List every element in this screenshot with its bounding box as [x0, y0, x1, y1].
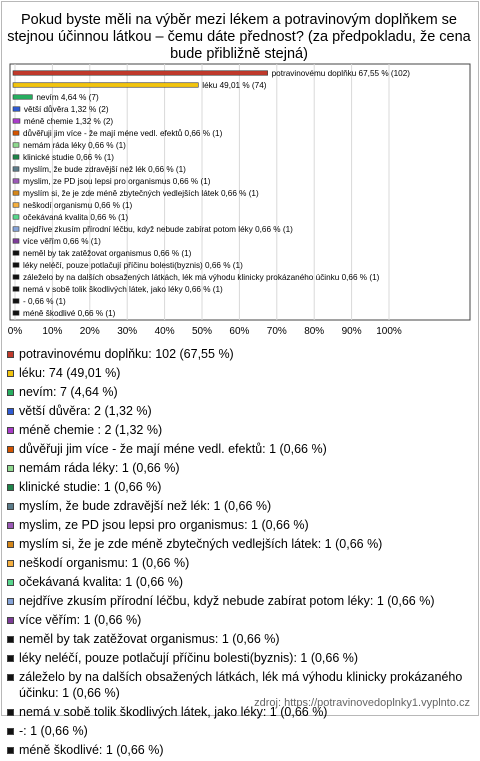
bar [13, 191, 19, 196]
legend-label: méně chemie : 2 (1,32 %) [19, 423, 163, 437]
bar-label: potravinovému doplňku 67,55 % (102) [271, 69, 411, 78]
legend-swatch [7, 541, 14, 548]
legend-item [7, 460, 473, 476]
legend-swatch [7, 408, 14, 415]
bar-label: neměl by tak zatěžovat organismus 0,66 % (1) [23, 249, 192, 258]
bar-label: léky neléčí, pouze potlačují příčinu bolesti(byznis) 0,66 % (1) [23, 261, 243, 270]
legend-item [7, 403, 473, 419]
legend-swatch [7, 709, 14, 716]
bar-label: neškodí organismu 0,66 % (1) [23, 201, 133, 210]
bar-label: klinické studie 0,66 % (1) [23, 153, 115, 162]
legend-swatch [7, 389, 14, 396]
bar [13, 107, 20, 112]
bar-label: méně chemie 1,32 % (2) [23, 117, 114, 126]
x-tick-label: 20% [79, 326, 100, 337]
legend-swatch [7, 370, 14, 377]
legend-item [7, 441, 473, 457]
bar [13, 299, 19, 304]
bar [13, 311, 19, 316]
legend-swatch [7, 522, 14, 529]
legend-item [7, 612, 473, 628]
x-tick-label: 60% [229, 326, 250, 337]
bar-label: nevím 4,64 % (7) [36, 93, 99, 102]
bar-label: nemám ráda léky 0,66 % (1) [23, 141, 126, 150]
bar-label: myslím, že bude zdravější než lék 0,66 % (1) [23, 165, 186, 174]
x-tick-label: 40% [154, 326, 175, 337]
legend-label: záleželo by na dalších obsažených látkách, lék má výhodu klinicky prokázaného účinku: 1 (0,66 %) [19, 670, 463, 700]
bar [13, 239, 19, 244]
legend-item [7, 365, 473, 381]
bar-label: očekávaná kvalita 0,66 % (1) [23, 213, 129, 222]
bar [13, 155, 19, 160]
bar [13, 263, 19, 268]
legend-item [7, 574, 473, 590]
bar-label: záleželo by na dalších obsažených látkách, lék má výhodu klinicky prokázaného účinku 0,66 % (1) [23, 273, 380, 282]
legend-swatch [7, 351, 14, 358]
x-tick-label: 100% [376, 326, 402, 337]
bar [13, 95, 32, 100]
legend-swatch [7, 579, 14, 586]
bar-chart [0, 0, 480, 345]
legend-item [7, 650, 473, 666]
bar-label: nejdříve zkusím přírodní léčbu, když nebude zabírat potom léky 0,66 % (1) [23, 225, 293, 234]
legend-item [7, 742, 473, 758]
bar [13, 275, 19, 280]
legend-label: nejdříve zkusím přírodní léčbu, když nebude zabírat potom léky: 1 (0,66 %) [19, 594, 435, 608]
chart-title: Pokud byste měli na výběr mezi lékem a potravinovým doplňkem se stejnou účinnou látkou – čemu dáte přednost? (za předpokladu, že cena bude přibližně stejná) [7, 12, 471, 62]
x-tick-label: 50% [191, 326, 213, 337]
legend-swatch [7, 747, 14, 754]
legend-label: myslim, ze PD jsou lepsi pro organismus: 1 (0,66 %) [19, 518, 309, 532]
bar [13, 227, 19, 232]
legend-label: očekávaná kvalita: 1 (0,66 %) [19, 575, 183, 589]
bar [13, 71, 268, 76]
bar-label: nemá v sobě tolik škodlivých látek, jako léky 0,66 % (1) [23, 285, 223, 294]
legend-label: -: 1 (0,66 %) [19, 724, 88, 738]
legend-swatch [7, 674, 14, 681]
legend-label: důvěřuji jim více - že mají méne vedl. efektů: 1 (0,66 %) [19, 442, 327, 456]
legend-item [7, 498, 473, 514]
legend-swatch [7, 560, 14, 567]
x-tick-label: 30% [117, 326, 138, 337]
bar-label: léku 49,01 % (74) [202, 81, 267, 90]
bar [13, 215, 19, 220]
legend-label: potravinovému doplňku: 102 (67,55 %) [19, 347, 234, 361]
legend-item [7, 479, 473, 495]
bar-label: - 0,66 % (1) [23, 297, 66, 306]
x-tick-label: 10% [42, 326, 63, 337]
bar [13, 203, 19, 208]
legend-label: nemám ráda léky: 1 (0,66 %) [19, 461, 180, 475]
legend-label: nevím: 7 (4,64 %) [19, 385, 118, 399]
legend-label: léky neléčí, pouze potlačují příčinu bolesti(byznis): 1 (0,66 %) [19, 651, 359, 665]
x-tick-label: 0% [7, 326, 23, 337]
legend-label: myslím, že bude zdravější než lék: 1 (0,66 %) [19, 499, 272, 513]
legend-label: léku: 74 (49,01 %) [19, 366, 121, 380]
bar-label: myslim, ze PD jsou lepsi pro organismus 0,66 % (1) [23, 177, 211, 186]
legend-item [7, 593, 473, 609]
legend-swatch [7, 728, 14, 735]
legend-item [7, 346, 473, 362]
bar-label: důvěřuji jim více - že mají méne vedl. efektů 0,66 % (1) [23, 129, 223, 138]
legend-item [7, 536, 473, 552]
legend-swatch [7, 617, 14, 624]
legend-item [7, 422, 473, 438]
legend-label: neškodí organismu: 1 (0,66 %) [19, 556, 190, 570]
legend-item [7, 555, 473, 571]
legend-swatch [7, 598, 14, 605]
bar [13, 143, 19, 148]
bar [13, 287, 19, 292]
legend-swatch [7, 446, 14, 453]
legend-label: nemá v sobě tolik škodlivých látek, jako léky: 1 (0,66 %) [19, 705, 328, 719]
legend-label: méně škodlivé: 1 (0,66 %) [19, 743, 164, 757]
bar [13, 131, 19, 136]
legend-label: myslím si, že je zde méně zbytečných vedlejších látek: 1 (0,66 %) [19, 537, 383, 551]
legend-swatch [7, 427, 14, 434]
legend-item [7, 723, 473, 739]
legend-label: více věřím: 1 (0,66 %) [19, 613, 142, 627]
legend-swatch [7, 503, 14, 510]
bar [13, 83, 198, 88]
bar-label: méně škodlivé 0,66 % (1) [23, 309, 116, 318]
bar-label: větší důvěra 1,32 % (2) [23, 105, 109, 114]
legend-label: neměl by tak zatěžovat organismus: 1 (0,66 %) [19, 632, 280, 646]
legend-swatch [7, 636, 14, 643]
legend-label: klinické studie: 1 (0,66 %) [19, 480, 162, 494]
legend-swatch [7, 484, 14, 491]
bar-label: více věřím 0,66 % (1) [23, 237, 101, 246]
bar-label: myslím si, že je zde méně zbytečných vedlejších látek 0,66 % (1) [23, 189, 259, 198]
legend-item [7, 384, 473, 400]
legend-item [7, 517, 473, 533]
legend-item [7, 631, 473, 647]
x-tick-label: 90% [341, 326, 362, 337]
legend-label: větší důvěra: 2 (1,32 %) [19, 404, 152, 418]
bar [13, 167, 19, 172]
bar [13, 119, 20, 124]
source-note: zdroj: https://potravinovedoplnky1.vyplnto.cz [254, 697, 470, 709]
legend-swatch [7, 465, 14, 472]
x-tick-label: 70% [266, 326, 287, 337]
x-tick-label: 80% [304, 326, 325, 337]
bar [13, 251, 19, 256]
bar [13, 179, 19, 184]
legend-swatch [7, 655, 14, 662]
